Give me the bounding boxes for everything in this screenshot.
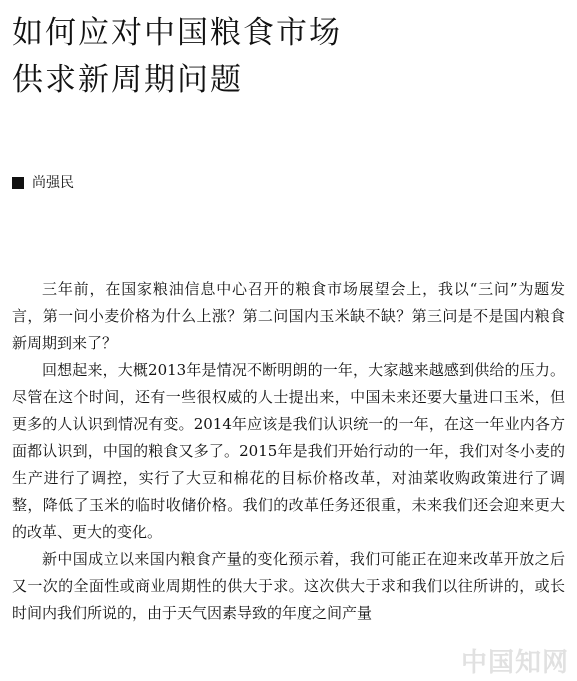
author-name: 尚强民 [32, 175, 74, 191]
paragraph-1: 三年前，在国家粮油信息中心召开的粮食市场展望会上，我以“三问”为题发言，第一问小麦价格为什么上涨？第二问国内玉米缺不缺？第三问是不是国内粮食新周期到来了？ [12, 280, 565, 352]
paragraph-3: 新中国成立以来国内粮食产量的变化预示着，我们可能正在迎来改革开放之后又一次的全面性或商业周期性的供大于求。这次供大于求和我们以往所讲的，或长时间内我们所说的，由于天气因素导致的年度之间产量 [12, 550, 565, 622]
article-body [12, 276, 565, 627]
title-line-2: 供求新周期问题 [12, 62, 243, 98]
black-square-icon [12, 177, 24, 189]
article-title [12, 10, 342, 104]
title-line-1: 如何应对中国粮食市场 [12, 15, 342, 51]
paragraph-2: 回想起来，大概2013年是情况不断明朗的一年，大家越来越感到供给的压力。尽管在这个时间，还有一些很权威的人士提出来，中国未来还要大量进口玉米，但更多的人认识到情况有变。2014年应该是我们认识统一的一年，在这一年业内各方面都认识到，中国的粮食又多了。2015年是我们开始行动的一年，我们对冬小麦的生产进行了调控，实行了大豆和棉花的目标价格改革，对油菜收购政策进行了调整，降低了玉米的临时收储价格。我们的改革任务还很重，未来我们还会迎来更大的改革、更大的变化。 [12, 361, 565, 541]
watermark-logo: 中国知网 [460, 648, 569, 678]
author-line [12, 172, 74, 194]
